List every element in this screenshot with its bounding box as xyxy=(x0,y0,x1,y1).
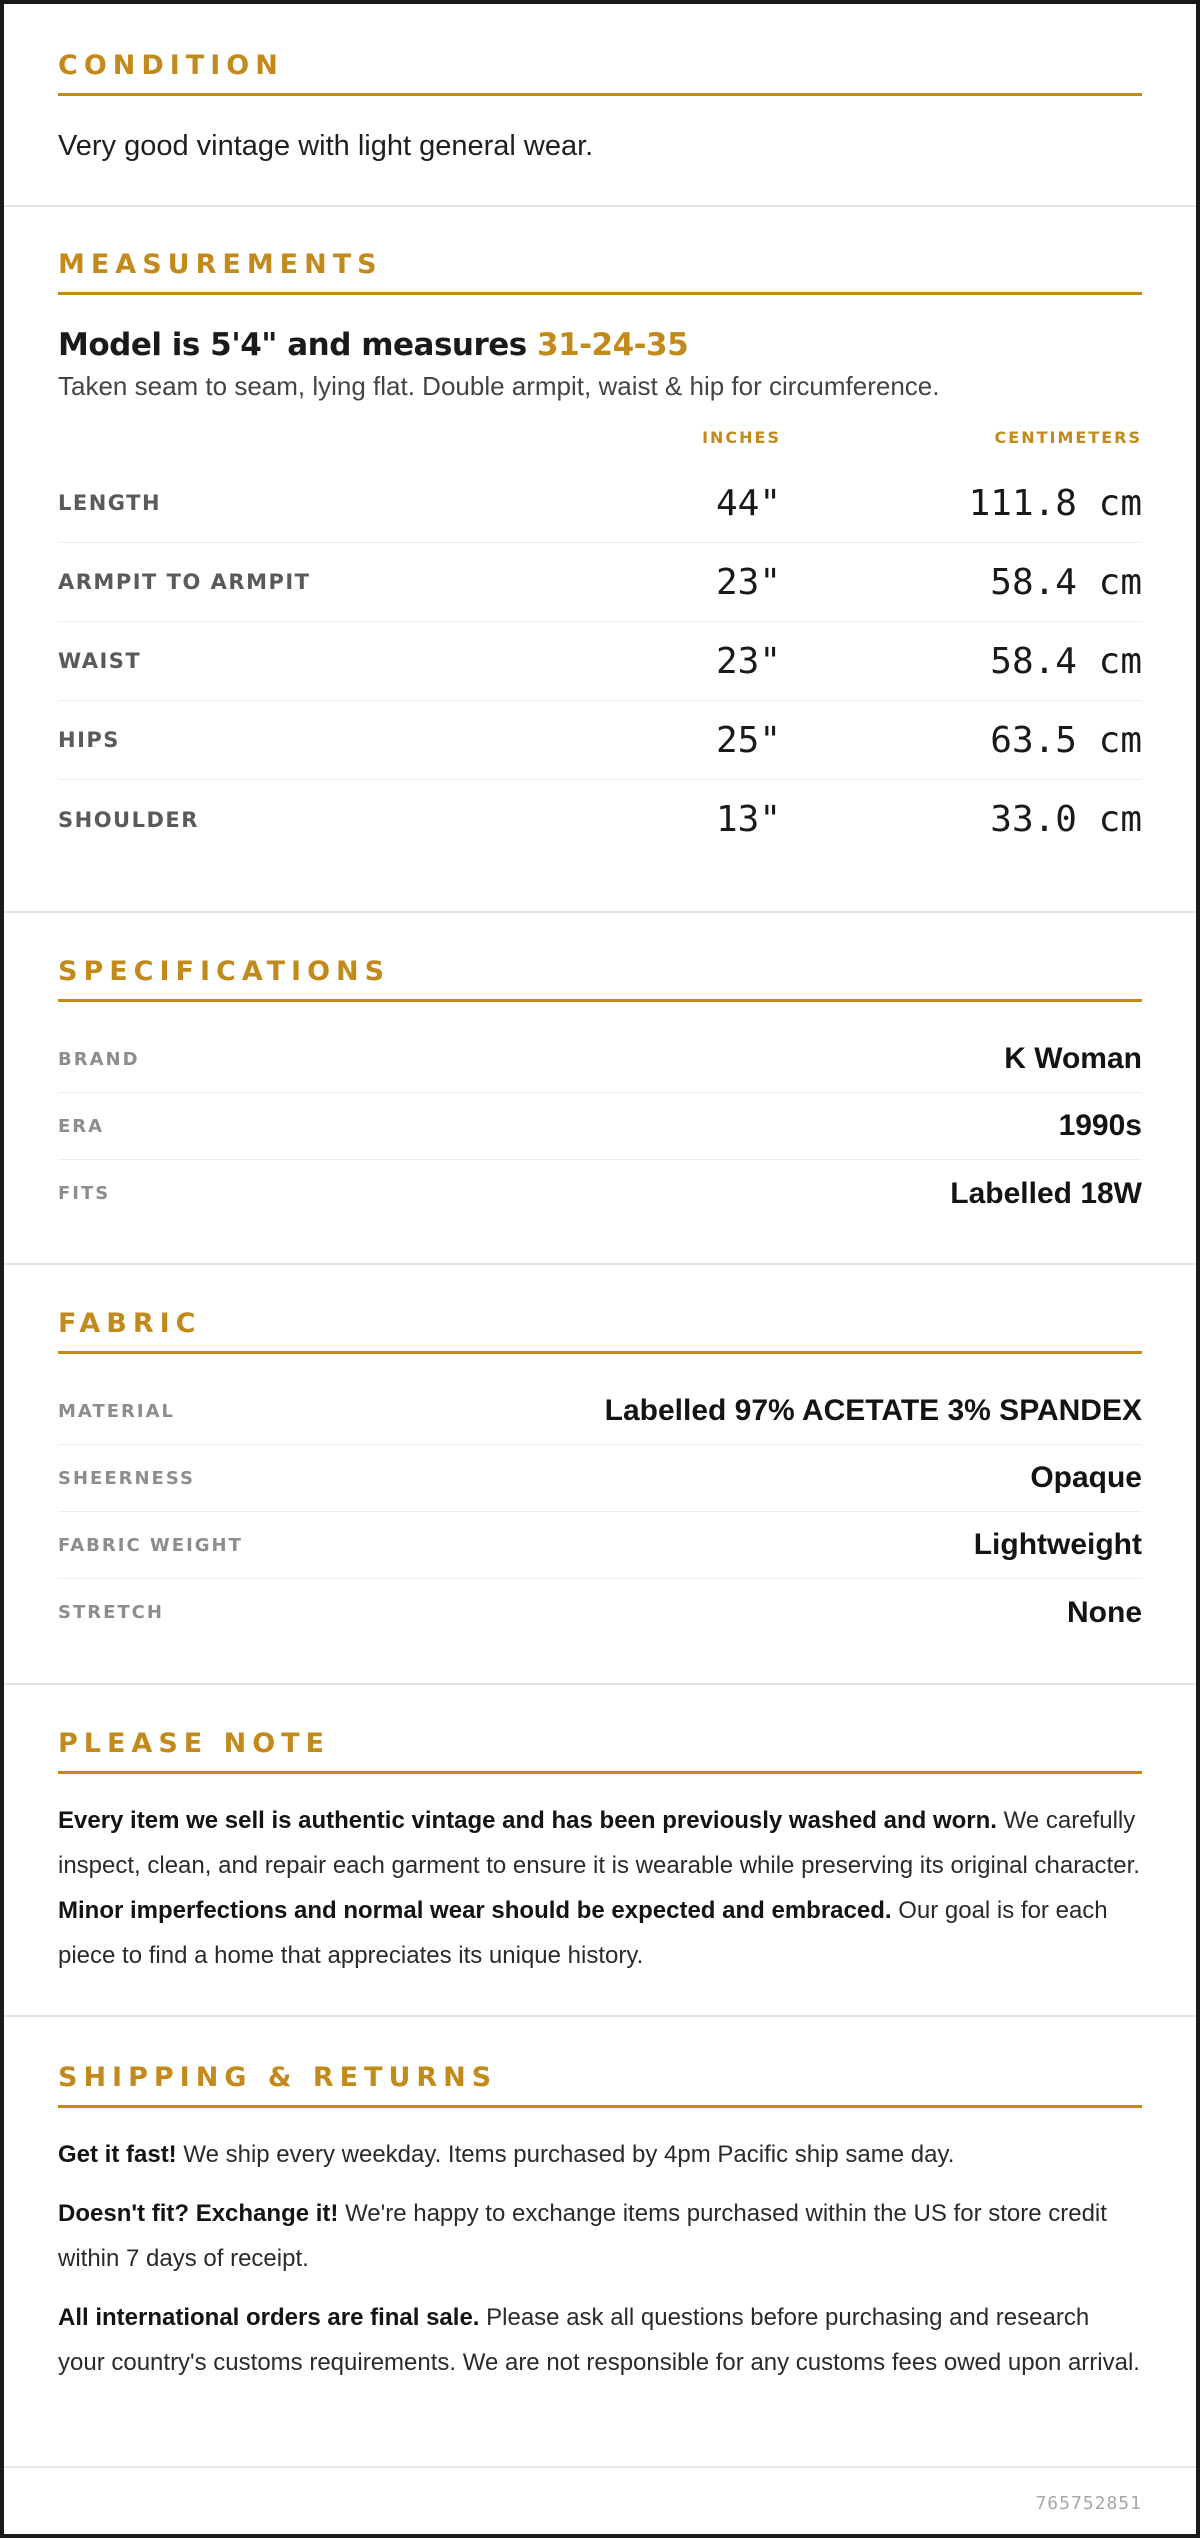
note-bold-2: Minor imperfections and normal wear should be expected and embraced. xyxy=(58,1897,892,1924)
header-centimeters: CENTIMETERS xyxy=(994,428,1142,447)
shipping-bold-3: All international orders are final sale. xyxy=(58,2304,480,2331)
measurements-heading: MEASUREMENTS xyxy=(58,249,1142,295)
sku-number: 765752851 xyxy=(1035,2493,1142,2514)
fabric-value: Labelled 97% ACETATE 3% SPANDEX xyxy=(604,1394,1142,1427)
please-note-heading: PLEASE NOTE xyxy=(58,1728,1142,1774)
fabric-row-sheerness xyxy=(58,1445,1142,1512)
fabric-section xyxy=(4,1265,1196,1685)
spec-value: Labelled 18W xyxy=(950,1176,1142,1210)
specifications-list xyxy=(58,1026,1142,1227)
shipping-bold-2: Doesn't fit? Exchange it! xyxy=(58,2200,339,2227)
measurement-row xyxy=(58,464,1142,543)
measurements-section xyxy=(4,207,1196,913)
spec-value: 1990s xyxy=(1058,1109,1142,1142)
spec-row-fits xyxy=(58,1160,1142,1227)
measurement-cm: 111.8 cm xyxy=(968,482,1142,524)
measurement-header xyxy=(58,428,1142,456)
shipping-bold-1: Get it fast! xyxy=(58,2141,177,2168)
spec-value: K Woman xyxy=(1004,1042,1142,1075)
measurement-inches: 25" xyxy=(715,719,781,761)
measurement-table xyxy=(58,464,1142,859)
shipping-text-2: We're happy to exchange items purchased within the US for store credit within 7 days of receipt. xyxy=(58,2200,1107,2272)
shipping-paragraph-3 xyxy=(58,2295,1142,2385)
measurement-label: LENGTH xyxy=(58,491,162,515)
model-prefix: Model is 5'4" and measures xyxy=(58,327,538,363)
specifications-section xyxy=(4,913,1196,1265)
shipping-returns-section xyxy=(4,2017,1196,2468)
fabric-row-weight xyxy=(58,1512,1142,1579)
shipping-paragraph-2 xyxy=(58,2191,1142,2281)
note-text-2: Our goal is for each piece to find a home that appreciates its unique history. xyxy=(58,1897,1108,1969)
fabric-label: MATERIAL xyxy=(58,1400,175,1422)
measurement-cm: 33.0 cm xyxy=(990,799,1142,840)
fabric-row-material xyxy=(58,1378,1142,1445)
fabric-list xyxy=(58,1378,1142,1646)
measurement-label: HIPS xyxy=(58,728,120,752)
measurement-inches: 23" xyxy=(715,640,781,682)
measurement-cm: 58.4 cm xyxy=(990,561,1142,603)
spec-row-brand xyxy=(58,1026,1142,1093)
shipping-text-3: Please ask all questions before purchasing and research your country's customs requirements. We are not responsible for any customs fees owed upon arrival. xyxy=(58,2304,1140,2376)
condition-heading: CONDITION xyxy=(58,50,1142,96)
note-bold-1: Every item we sell is authentic vintage and has been previously washed and worn. xyxy=(58,1807,997,1834)
fabric-value: Opaque xyxy=(1030,1461,1142,1494)
spec-label: BRAND xyxy=(58,1048,140,1070)
measurement-label: ARMPIT TO ARMPIT xyxy=(58,570,311,594)
footer xyxy=(4,2468,1196,2539)
measurement-label: SHOULDER xyxy=(58,807,199,832)
model-measurements xyxy=(58,327,1142,363)
spec-row-era xyxy=(58,1093,1142,1160)
header-inches: INCHES xyxy=(702,428,781,447)
please-note-section xyxy=(4,1685,1196,2017)
fabric-value: Lightweight xyxy=(973,1528,1142,1561)
fabric-label: STRETCH xyxy=(58,1602,164,1623)
spec-label: ERA xyxy=(58,1115,105,1137)
measurement-row xyxy=(58,701,1142,780)
measurement-label: WAIST xyxy=(58,649,142,673)
please-note-text xyxy=(58,1798,1142,1978)
measurement-inches: 23" xyxy=(715,561,781,603)
measurement-row xyxy=(58,622,1142,701)
header-spacer xyxy=(58,428,598,456)
condition-section xyxy=(4,4,1196,207)
shipping-text-1: We ship every weekday. Items purchased by 4pm Pacific ship same day. xyxy=(176,2141,955,2168)
fabric-row-stretch xyxy=(58,1579,1142,1646)
measurement-row xyxy=(58,543,1142,622)
condition-text: Very good vintage with light general wear. xyxy=(58,130,594,162)
fabric-label: FABRIC WEIGHT xyxy=(58,1534,243,1556)
measurement-note: Taken seam to seam, lying flat. Double armpit, waist & hip for circumference. xyxy=(58,371,940,401)
spec-label: FITS xyxy=(58,1183,111,1204)
fabric-heading: FABRIC xyxy=(58,1308,1142,1354)
specifications-heading: SPECIFICATIONS xyxy=(58,956,1142,1002)
note-text-1: We carefully inspect, clean, and repair each garment to ensure it is wearable while preserving its original character. xyxy=(58,1807,1140,1879)
measurement-inches: 13" xyxy=(715,799,781,840)
model-measures-value: 31-24-35 xyxy=(537,327,689,363)
measurement-inches: 44" xyxy=(715,482,781,524)
measurement-row xyxy=(58,780,1142,859)
fabric-value: None xyxy=(1067,1595,1142,1629)
measurement-cm: 63.5 cm xyxy=(990,719,1142,761)
measurement-cm: 58.4 cm xyxy=(990,640,1142,682)
shipping-paragraph-1 xyxy=(58,2132,1142,2177)
shipping-heading: SHIPPING & RETURNS xyxy=(58,2062,1142,2108)
fabric-label: SHEERNESS xyxy=(58,1467,195,1489)
